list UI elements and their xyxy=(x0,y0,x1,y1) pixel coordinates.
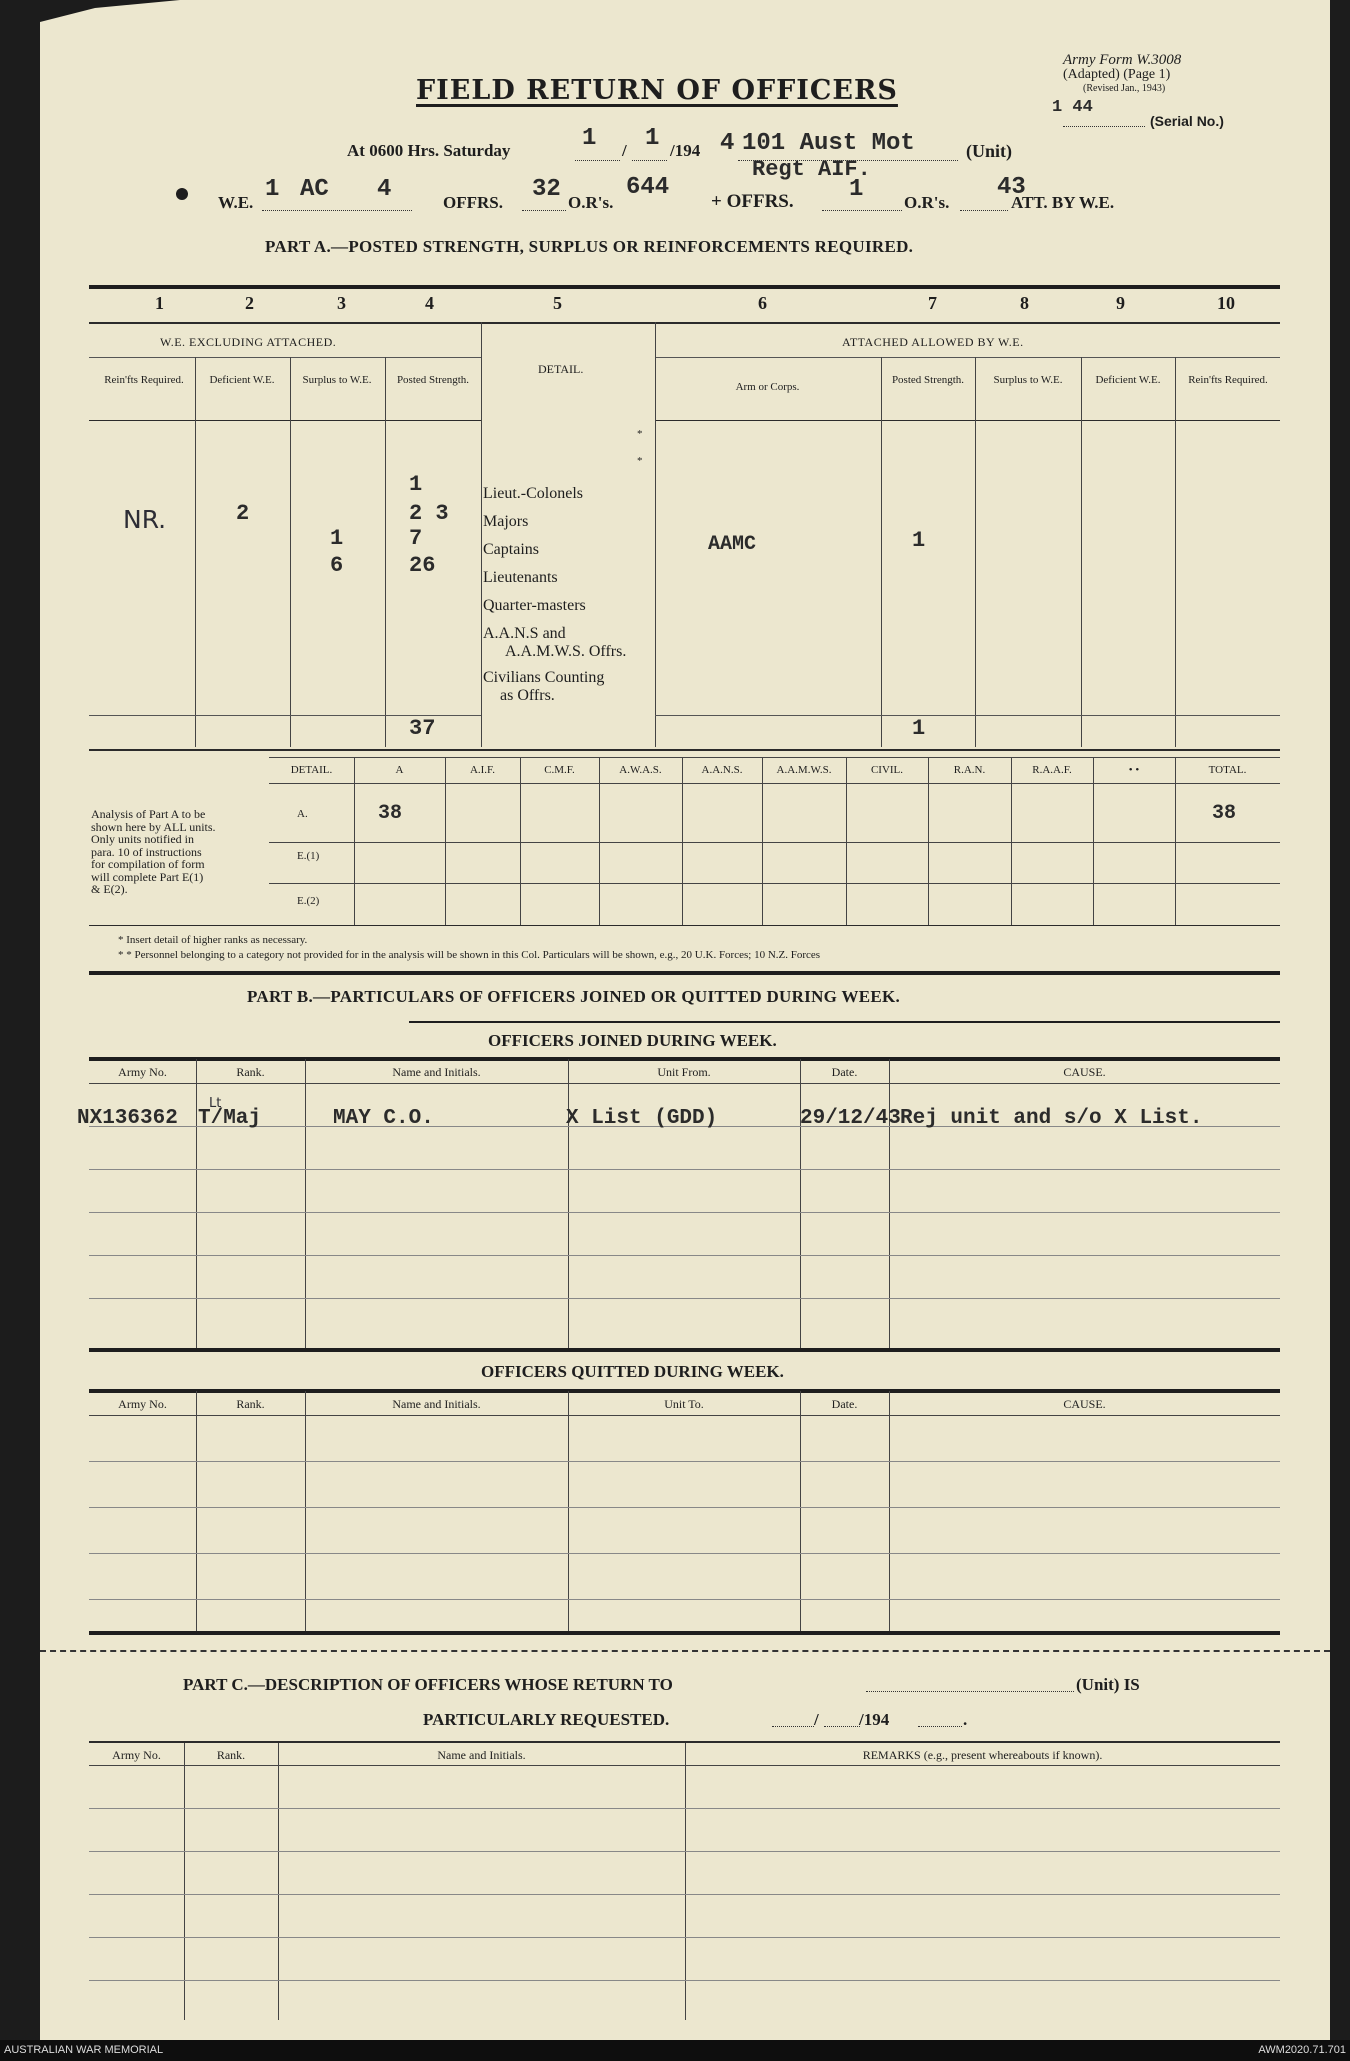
ors-label: O.R's. xyxy=(568,193,614,212)
table-row xyxy=(89,1461,1280,1462)
column-number: 7 xyxy=(928,293,937,313)
analysis-col-divider xyxy=(928,757,929,925)
detail-header: DETAIL. xyxy=(538,362,584,376)
form-paper xyxy=(40,0,1330,2040)
table-col-divider xyxy=(889,1059,890,1348)
posted2-value: 1 xyxy=(912,528,926,553)
column-number: 9 xyxy=(1116,293,1125,313)
col-divider xyxy=(1175,357,1176,747)
attached-allowed-header: ATTACHED ALLOWED BY W.E. xyxy=(842,335,1024,349)
table-col-divider xyxy=(196,1059,197,1348)
table-row xyxy=(89,1255,1280,1256)
joined-unit-from: X List (GDD) xyxy=(566,1107,718,1130)
col-divider xyxy=(385,357,386,747)
asterisk-mark: * xyxy=(637,428,643,440)
analysis-col-header: A.W.A.S. xyxy=(619,764,662,776)
analysis-total-value: 38 xyxy=(1212,802,1237,825)
table-col-divider xyxy=(800,1391,801,1631)
day-value: 1 xyxy=(582,125,597,152)
analysis-col-header: TOTAL. xyxy=(1208,764,1247,776)
footnote-2: * * Personnel belonging to a category not provided for in the analysis will be shown in this Col. Particulars will be shown, e.g., 20 U.K. Forces; 10 N.Z. Forces xyxy=(118,949,821,961)
posted-value-maj: 2 3 xyxy=(409,501,449,526)
plus-offrs-label: + OFFRS. xyxy=(711,191,794,212)
ors-value: 644 xyxy=(626,174,670,201)
column-number: 8 xyxy=(1020,293,1029,313)
table-col-divider xyxy=(305,1391,306,1631)
table-col-divider xyxy=(889,1391,890,1631)
part-c-day-dots xyxy=(772,1726,814,1727)
surplus-value-2: 6 xyxy=(330,553,344,578)
table-col-header: Unit From. xyxy=(657,1065,711,1079)
table-col-divider xyxy=(568,1391,569,1631)
part-c-col-header: Army No. xyxy=(112,1748,161,1762)
table-col-divider xyxy=(800,1059,801,1348)
archive-footer xyxy=(0,2040,1350,2061)
part-c-period: . xyxy=(963,1710,968,1729)
column-number: 3 xyxy=(337,293,346,313)
analysis-col-divider xyxy=(1175,757,1176,925)
reinfts-value: NR. xyxy=(123,505,167,534)
total-rule-right xyxy=(655,715,1280,716)
analysis-bottom-rule xyxy=(89,925,1280,926)
analysis-row-rule xyxy=(269,883,1280,884)
table-col-header: Rank. xyxy=(236,1065,265,1079)
header-posted2: Posted Strength. xyxy=(891,374,965,386)
table-row xyxy=(89,1507,1280,1508)
joined-heading-rule xyxy=(89,1057,1280,1061)
analysis-note-line: for compilation of form xyxy=(91,857,205,871)
col-divider xyxy=(290,357,291,747)
we-label: W.E. xyxy=(218,193,254,212)
part-c-col-divider xyxy=(184,1743,185,2020)
colnum-rule xyxy=(89,322,1280,324)
column-number: 10 xyxy=(1217,293,1235,313)
col-divider xyxy=(975,357,976,747)
sub-rule-left xyxy=(89,357,481,358)
joined-cause: Rej unit and s/o X List. xyxy=(900,1107,1203,1130)
analysis-col-divider xyxy=(846,757,847,925)
part-a-bottom-rule xyxy=(89,749,1280,751)
analysis-col-header: R.A.N. xyxy=(953,764,986,776)
analysis-row-label: A. xyxy=(297,808,308,820)
column-number: 4 xyxy=(425,293,434,313)
joined-rank-note: Lt xyxy=(209,1096,222,1111)
we-excluding-header: W.E. EXCLUDING ATTACHED. xyxy=(160,335,337,349)
header-rule-left xyxy=(89,420,481,421)
we-value-1: 1 xyxy=(265,176,280,203)
joined-date: 29/12/43 xyxy=(800,1107,901,1130)
analysis-col-header: A.I.F. xyxy=(469,764,496,776)
part-c-col-header: Rank. xyxy=(216,1748,246,1762)
part-c-heading: PART C.—DESCRIPTION OF OFFICERS WHOSE RETURN TO xyxy=(183,1675,673,1694)
part-b-heading: PART B.—PARTICULARS OF OFFICERS JOINED OR QUITTED DURING WEEK. xyxy=(247,987,901,1006)
posted-value-capt: 7 xyxy=(409,526,423,551)
revised-label: (Revised Jan., 1943) xyxy=(1083,83,1166,94)
table-col-header: Date. xyxy=(831,1065,858,1079)
analysis-col-header: A xyxy=(395,764,404,776)
offrs-dots xyxy=(522,210,566,211)
cut-line xyxy=(40,1650,1330,1652)
header-arm: Arm or Corps. xyxy=(735,381,800,393)
part-c-year: /194 xyxy=(859,1710,890,1729)
detail-row-label: Majors xyxy=(483,513,529,530)
unit-line2: Regt AIF. xyxy=(752,157,871,182)
analysis-col-header: DETAIL. xyxy=(290,764,333,776)
part-c-year-dots xyxy=(918,1726,962,1727)
detail-row-label: A.A.M.W.S. Offrs. xyxy=(505,643,627,660)
part-c-unit-dots xyxy=(866,1691,1074,1692)
table-header-rule xyxy=(89,1415,1280,1416)
joined-top-rule xyxy=(409,1021,1280,1023)
ors2-value: 43 xyxy=(997,174,1026,201)
day-dots xyxy=(575,160,620,161)
part-c-row xyxy=(89,1894,1280,1895)
col-divider xyxy=(1081,357,1082,747)
column-number: 1 xyxy=(155,293,164,313)
part-c-col-divider xyxy=(685,1743,686,2020)
analysis-col-divider xyxy=(1093,757,1094,925)
part-c-col-divider xyxy=(278,1743,279,2020)
part-a-heading: PART A.—POSTED STRENGTH, SURPLUS OR REINFORCEMENTS REQUIRED. xyxy=(265,237,914,256)
offrs-label: OFFRS. xyxy=(443,193,503,212)
posted-value-ltcol: 1 xyxy=(409,472,423,497)
table-row xyxy=(89,1599,1280,1600)
table-col-header: CAUSE. xyxy=(1063,1065,1106,1079)
analysis-row-label: E.(1) xyxy=(297,850,320,862)
table-col-header: Unit To. xyxy=(664,1397,704,1411)
footer-right: AWM2020.71.701 xyxy=(1258,2044,1346,2056)
surplus-value-1: 1 xyxy=(330,526,344,551)
table-col-header: CAUSE. xyxy=(1063,1397,1106,1411)
analysis-col-header: R.A.A.F. xyxy=(1032,764,1072,776)
analysis-note-line: para. 10 of instructions xyxy=(91,844,202,859)
table-row xyxy=(89,1212,1280,1213)
header-surplus2: Surplus to W.E. xyxy=(993,374,1063,386)
detail-row-label: Civilians Counting xyxy=(483,669,605,686)
table-col-divider xyxy=(305,1059,306,1348)
sub-rule-right xyxy=(655,357,1280,358)
table-header-rule xyxy=(89,1083,1280,1084)
year-prefix: /194 xyxy=(670,141,701,160)
detail-row-label: Lieut.-Colonels xyxy=(483,485,583,502)
detail-row-label: A.A.N.S and xyxy=(483,625,566,642)
analysis-col-divider xyxy=(1011,757,1012,925)
analysis-col-divider xyxy=(354,757,355,925)
analysis-note-line: Only units notified in xyxy=(91,832,194,846)
part-c-row xyxy=(89,1808,1280,1809)
plus-offrs-dots xyxy=(822,210,902,211)
analysis-col-divider xyxy=(599,757,600,925)
analysis-row-rule xyxy=(269,783,1280,784)
part-c-row xyxy=(89,1851,1280,1852)
at-hrs-label: At 0600 Hrs. Saturday xyxy=(347,141,511,160)
col-divider xyxy=(881,357,882,747)
header-rule-right xyxy=(655,420,1280,421)
detail-row-label: Lieutenants xyxy=(483,569,558,586)
footnote-1: * Insert detail of higher ranks as necessary. xyxy=(118,934,308,946)
year-digit: 4 xyxy=(720,130,735,157)
col-divider xyxy=(655,322,656,747)
quitted-heading-rule xyxy=(89,1389,1280,1393)
serial-value: 1 44 xyxy=(1052,98,1093,117)
header-deficient2: Deficient W.E. xyxy=(1095,374,1161,386)
army-form-label: Army Form W.3008 xyxy=(1063,52,1182,68)
analysis-col-header: CIVIL. xyxy=(870,764,904,776)
joined-rank: T/Maj xyxy=(198,1107,262,1130)
table-col-divider xyxy=(568,1059,569,1348)
detail-row-label: as Offrs. xyxy=(500,687,555,704)
form-title: FIELD RETURN OF OFFICERS xyxy=(416,75,898,106)
col-divider xyxy=(481,322,482,747)
unit-label: (Unit) xyxy=(966,141,1012,161)
unit-line1: 101 Aust Mot xyxy=(742,130,915,157)
offrs-value: 32 xyxy=(532,176,561,203)
analysis-col-header: C.M.F. xyxy=(544,764,575,776)
ors2-dots xyxy=(960,210,1008,211)
column-number: 2 xyxy=(245,293,254,313)
serial-label: (Serial No.) xyxy=(1150,113,1224,129)
table-col-header: Date. xyxy=(831,1397,858,1411)
header-reinfts2: Rein'fts Required. xyxy=(1188,374,1268,386)
part-c-line2: PARTICULARLY REQUESTED. xyxy=(423,1710,670,1729)
table-col-header: Army No. xyxy=(118,1065,167,1079)
unit-dots xyxy=(738,160,958,161)
header-posted: Posted Strength. xyxy=(396,374,470,386)
footer-left: AUSTRALIAN WAR MEMORIAL xyxy=(4,2044,164,2056)
analysis-note-line: Analysis of Part A to be xyxy=(91,807,206,821)
table-col-divider xyxy=(196,1391,197,1631)
joined-army-no: NX136362 xyxy=(77,1107,178,1130)
table-col-header: Name and Initials. xyxy=(392,1397,481,1411)
table-col-header: Army No. xyxy=(118,1397,167,1411)
analysis-col-header: • • xyxy=(1128,764,1140,776)
part-c-heading-end: (Unit) IS xyxy=(1076,1675,1140,1694)
month-value: 1 xyxy=(645,125,660,152)
column-number: 5 xyxy=(553,293,562,313)
adapted-label: (Adapted) (Page 1) xyxy=(1063,67,1171,82)
date-sep: / xyxy=(622,141,627,160)
analysis-a-value: 38 xyxy=(378,802,403,825)
posted2-total: 1 xyxy=(912,716,926,741)
we-value-3: 4 xyxy=(377,176,392,203)
plus-offrs-value: 1 xyxy=(849,176,864,203)
analysis-note-line: will complete Part E(1) xyxy=(91,869,204,884)
quitted-heading: OFFICERS QUITTED DURING WEEK. xyxy=(481,1362,784,1381)
part-b-top-rule xyxy=(89,971,1280,975)
punch-mark xyxy=(176,188,188,200)
part-c-month-dots xyxy=(824,1726,860,1727)
analysis-note-line: & E(2). xyxy=(91,882,128,896)
header-deficient: Deficient W.E. xyxy=(209,374,275,386)
analysis-col-header: A.A.M.W.S. xyxy=(776,764,832,776)
table-row xyxy=(89,1169,1280,1170)
part-a-top-rule xyxy=(89,285,1280,289)
table-col-header: Rank. xyxy=(236,1397,265,1411)
posted-total: 37 xyxy=(409,716,436,741)
joined-name: MAY C.O. xyxy=(333,1107,434,1130)
part-c-col-header: REMARKS (e.g., present whereabouts if known). xyxy=(862,1748,1103,1762)
serial-dots xyxy=(1063,126,1145,127)
analysis-col-header: A.A.N.S. xyxy=(701,764,743,776)
part-c-date-sep: / xyxy=(814,1710,819,1729)
part-b-bottom-rule xyxy=(89,1631,1280,1635)
part-c-row xyxy=(89,1980,1280,1981)
column-number: 6 xyxy=(758,293,767,313)
deficient-value: 2 xyxy=(236,501,250,526)
posted-value-lt: 26 xyxy=(409,553,436,578)
month-dots xyxy=(632,160,667,161)
header-surplus: Surplus to W.E. xyxy=(302,374,372,386)
att-label: ATT. BY W.E. xyxy=(1011,193,1115,212)
detail-row-label: Captains xyxy=(483,541,539,558)
joined-heading: OFFICERS JOINED DURING WEEK. xyxy=(488,1031,777,1050)
quitted-top-rule xyxy=(89,1348,1280,1352)
analysis-header-rule xyxy=(269,757,1280,758)
part-c-col-header: Name and Initials. xyxy=(437,1748,526,1762)
analysis-col-divider xyxy=(445,757,446,925)
asterisk-mark: * xyxy=(637,455,643,467)
analysis-col-divider xyxy=(682,757,683,925)
we-value-2: AC xyxy=(300,176,329,203)
table-row xyxy=(89,1553,1280,1554)
analysis-col-divider xyxy=(520,757,521,925)
table-col-header: Name and Initials. xyxy=(392,1065,481,1079)
analysis-col-divider xyxy=(762,757,763,925)
col-divider xyxy=(195,357,196,747)
header-reinfts: Rein'fts Required. xyxy=(104,374,184,386)
analysis-note-line: shown here by ALL units. xyxy=(91,819,216,834)
table-row xyxy=(89,1298,1280,1299)
analysis-row-rule xyxy=(269,842,1280,843)
ors2-label: O.R's. xyxy=(904,193,950,212)
part-c-row xyxy=(89,1937,1280,1938)
detail-row-label: Quarter-masters xyxy=(483,597,586,614)
analysis-row-label: E.(2) xyxy=(297,895,320,907)
we-dots xyxy=(262,210,412,211)
arm-corps-value: AAMC xyxy=(708,533,757,556)
